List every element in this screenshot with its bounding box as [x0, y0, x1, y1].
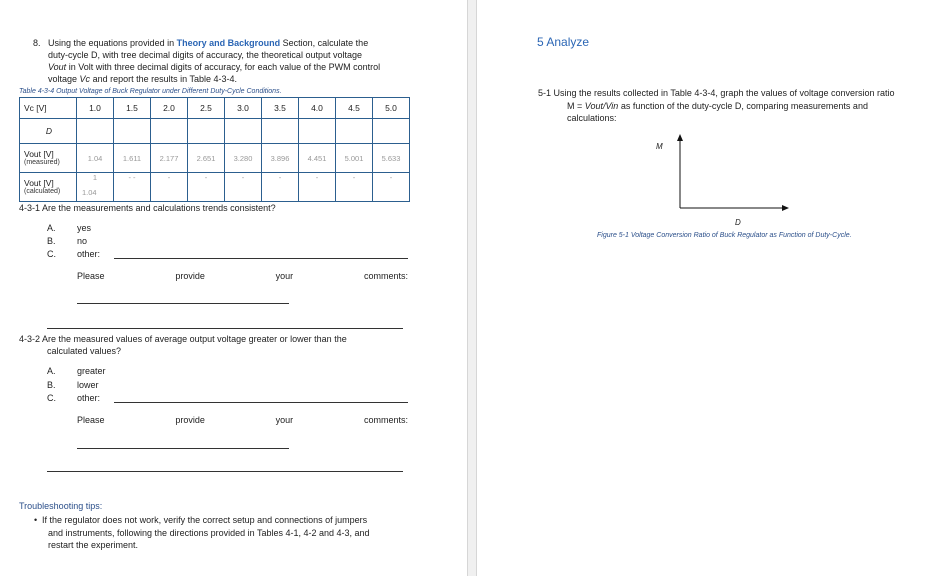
q431-option-c[interactable]: other:	[77, 249, 101, 259]
q431-comment-line-1[interactable]	[77, 303, 289, 304]
q432-option-c-letter: C.	[47, 393, 56, 403]
d-row	[20, 119, 410, 144]
measured-header-label: Vout [V]	[24, 149, 54, 159]
q432-comment-prompt	[77, 415, 408, 425]
q432-comment-line-1[interactable]	[77, 448, 289, 449]
q8-line1-post: Section, calculate the	[282, 38, 369, 48]
q51-line2-pre: M =	[567, 101, 583, 111]
d-cell[interactable]	[151, 119, 188, 144]
vc-cell: 1.0	[77, 98, 114, 119]
d-cell[interactable]	[336, 119, 373, 144]
calculated-cell[interactable]: -	[151, 173, 188, 202]
q431-comment-word: provide	[175, 271, 205, 281]
vc-cell: 5.0	[373, 98, 410, 119]
q431-other-line[interactable]	[114, 258, 408, 259]
q431-option-c-letter: C.	[47, 249, 56, 259]
troubleshooting-line2: and instruments, following the directions provided in Tables 4-1, 4-2 and 4-3, and	[48, 528, 370, 538]
q51-line2	[567, 100, 868, 112]
calculated-header	[20, 173, 77, 202]
troubleshooting-title: Troubleshooting tips:	[19, 501, 103, 511]
x-axis-arrow-icon	[782, 205, 789, 211]
q432-option-c[interactable]: other:	[77, 393, 101, 403]
calculated-header-sub: (calculated)	[24, 188, 61, 195]
figure-caption: Figure 5-1 Voltage Conversion Ratio of Buck Regulator as Function of Duty-Cycle.	[597, 232, 852, 239]
vc-cell: 3.0	[225, 98, 262, 119]
q431-question: 4-3-1 Are the measurements and calculations trends consistent?	[19, 203, 276, 213]
q51-line1: 5-1 Using the results collected in Table 4-3-4, graph the values of voltage conversion ratio	[538, 88, 895, 98]
x-axis-label: D	[735, 218, 741, 227]
calculated-extra-value[interactable]: 1.04	[82, 188, 97, 197]
q431-option-b-letter: B.	[47, 236, 56, 246]
q432-comment-line-2[interactable]	[47, 471, 403, 472]
calculated-cell[interactable]: -	[299, 173, 336, 202]
vc-cell: 4.0	[299, 98, 336, 119]
right-page	[477, 0, 943, 576]
q51-line2-post: as function of the duty-cycle D, comparing measurements and	[620, 101, 868, 111]
measured-row	[20, 144, 410, 173]
table-caption: Table 4-3-4 Output Voltage of Buck Regulator under Different Duty-Cycle Conditions.	[19, 88, 282, 95]
measured-cell[interactable]: 5.001	[336, 144, 373, 173]
q431-option-a-letter: A.	[47, 223, 56, 233]
calculated-cell[interactable]: -	[336, 173, 373, 202]
calculated-cell[interactable]: -	[373, 173, 410, 202]
troubleshooting-line1: If the regulator does not work, verify the correct setup and connections of jumpers	[42, 515, 368, 525]
measured-cell[interactable]: 5.633	[373, 144, 410, 173]
vc-cell: 4.5	[336, 98, 373, 119]
d-cell[interactable]	[77, 119, 114, 144]
q432-line1: 4-3-2 Are the measured values of average output voltage greater or lower than the	[19, 334, 347, 344]
measured-cell[interactable]: 1.611	[114, 144, 151, 173]
q432-option-b[interactable]: lower	[77, 380, 99, 390]
q432-comment-word: your	[275, 415, 294, 425]
vc-symbol: Vc	[79, 74, 91, 84]
calculated-cell[interactable]: -	[225, 173, 262, 202]
q8-line1-pre: Using the equations provided in	[48, 38, 175, 48]
calculated-row	[20, 173, 410, 202]
d-cell[interactable]	[188, 119, 225, 144]
vc-cell: 2.0	[151, 98, 188, 119]
conversion-ratio-symbol: Vout/Vin	[584, 101, 619, 111]
d-header: D	[20, 119, 77, 144]
q432-other-line[interactable]	[114, 402, 408, 403]
measured-cell[interactable]: 3.280	[225, 144, 262, 173]
calculated-cell[interactable]: - -	[114, 173, 151, 202]
q8-line3	[48, 61, 380, 73]
troubleshooting-line3: restart the experiment.	[48, 540, 139, 550]
vout-symbol: Vout	[48, 62, 67, 72]
d-cell[interactable]	[225, 119, 262, 144]
measured-cell[interactable]: 4.451	[299, 144, 336, 173]
measured-cell[interactable]: 3.896	[262, 144, 299, 173]
q431-comment-word: comments:	[363, 271, 408, 281]
q431-comment-prompt	[77, 271, 408, 281]
q432-option-a-letter: A.	[47, 366, 56, 376]
calculated-cell[interactable]: 1	[77, 173, 114, 202]
q432-option-b-letter: B.	[47, 380, 56, 390]
q8-line4-pre: voltage	[48, 74, 78, 84]
q8-line2: duty-cycle D, with tree decimal digits of accuracy, the theoretical output voltage	[48, 50, 362, 60]
graph-axes	[667, 130, 797, 220]
q432-line2: calculated values?	[47, 346, 122, 356]
q432-comment-word: provide	[175, 415, 205, 425]
measured-cell[interactable]: 2.177	[151, 144, 188, 173]
q8-number: 8.	[33, 38, 41, 48]
vc-cell: 2.5	[188, 98, 225, 119]
d-cell[interactable]	[373, 119, 410, 144]
d-cell[interactable]	[262, 119, 299, 144]
calculated-header-label: Vout [V]	[24, 178, 54, 188]
y-axis-arrow-icon	[677, 134, 683, 141]
measured-cell[interactable]: 2.651	[188, 144, 225, 173]
vc-row	[20, 98, 410, 119]
theory-link[interactable]: Theory and Background	[176, 38, 281, 48]
measured-cell[interactable]: 1.04	[77, 144, 114, 173]
calculated-cell[interactable]: -	[188, 173, 225, 202]
q8-line1	[48, 37, 368, 49]
q432-comment-word: Please	[77, 415, 105, 425]
q431-comment-word: your	[275, 271, 294, 281]
q8-line4-post: and report the results in Table 4-3-4.	[92, 74, 237, 84]
q8-line3-rest: in Volt with three decimal digits of accuracy, for each value of the PWM control	[68, 62, 381, 72]
q431-comment-word: Please	[77, 271, 105, 281]
y-axis-label: M	[656, 142, 663, 151]
vc-cell: 3.5	[262, 98, 299, 119]
vc-header: Vc [V]	[20, 98, 77, 119]
section-title: 5 Analyze	[537, 35, 590, 49]
d-cell[interactable]	[299, 119, 336, 144]
q8-line4	[48, 73, 237, 85]
page-gutter	[467, 0, 477, 576]
q431-option-a[interactable]: yes	[77, 223, 92, 233]
calculated-cell[interactable]: -	[262, 173, 299, 202]
q51-line3: calculations:	[567, 113, 617, 123]
d-cell[interactable]	[114, 119, 151, 144]
q432-comment-word: comments:	[363, 415, 408, 425]
q431-comment-line-2[interactable]	[47, 328, 403, 329]
measured-header-sub: (measured)	[24, 159, 60, 166]
q431-option-b[interactable]: no	[77, 236, 88, 246]
output-voltage-table	[19, 97, 410, 202]
vc-cell: 1.5	[114, 98, 151, 119]
bullet-icon: •	[34, 515, 38, 525]
left-page	[0, 0, 467, 576]
measured-header	[20, 144, 77, 173]
q432-option-a[interactable]: greater	[77, 366, 106, 376]
